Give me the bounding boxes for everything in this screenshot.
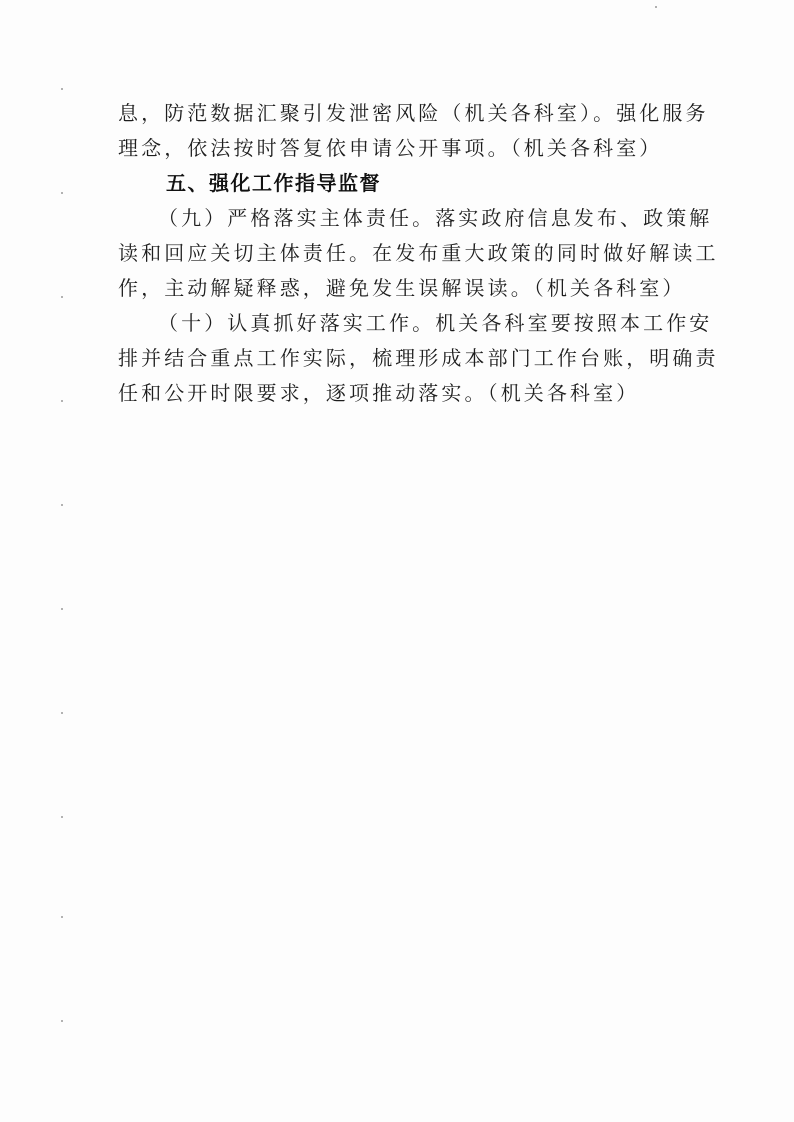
document-body — [118, 96, 719, 411]
binding-hole-mark — [61, 608, 63, 610]
binding-hole-mark — [61, 916, 63, 918]
body-line: 任和公开时限要求，逐项推动落实。（机关各科室） — [118, 381, 640, 405]
binding-hole-mark — [61, 296, 63, 298]
binding-hole-mark — [61, 504, 63, 506]
binding-hole-mark — [61, 192, 63, 194]
body-line: （九）严格落实主体责任。落实政府信息发布、政策解 — [158, 206, 713, 230]
body-line: 排并结合重点工作实际，梳理形成本部门工作台账，明确责 — [118, 346, 719, 370]
section-heading: 五、强化工作指导监督 — [166, 171, 381, 195]
binding-hole-mark — [61, 712, 63, 714]
binding-hole-mark — [61, 400, 63, 402]
binding-hole-mark — [61, 88, 63, 90]
body-line: 读和回应关切主体责任。在发布重大政策的同时做好解读工 — [118, 241, 719, 265]
body-line: 作，主动解疑释惑，避免发生误解误读。（机关各科室） — [118, 276, 686, 300]
binding-hole-mark — [61, 816, 63, 818]
body-line: （十）认真抓好落实工作。机关各科室要按照本工作安 — [158, 311, 713, 335]
body-line: 息，防范数据汇聚引发泄密风险（机关各科室）。强化服务 — [118, 101, 709, 125]
scan-mark — [655, 6, 657, 8]
binding-hole-mark — [61, 1020, 63, 1022]
body-line: 理念，依法按时答复依申请公开事项。（机关各科室） — [118, 136, 663, 160]
